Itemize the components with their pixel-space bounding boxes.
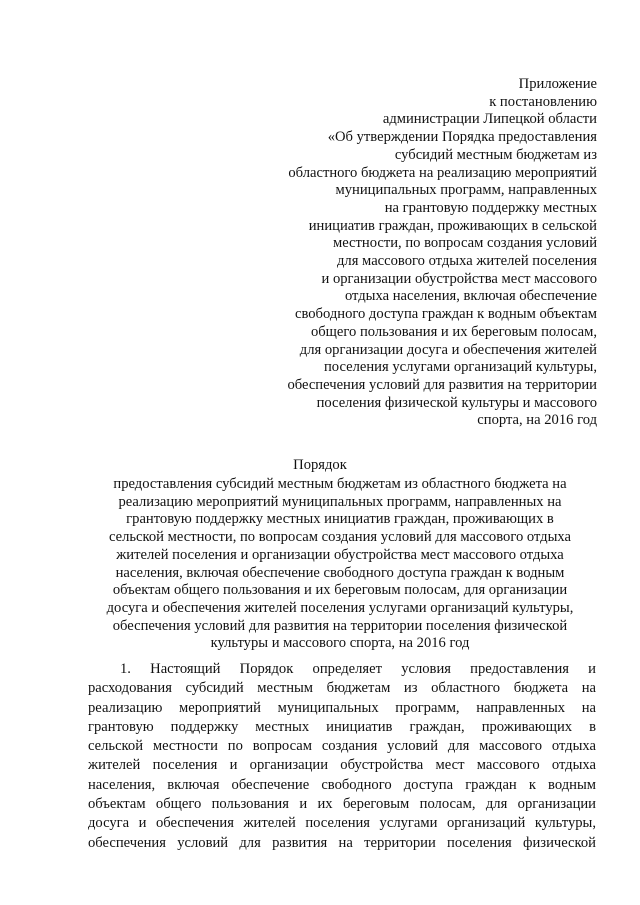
paragraph-line: обеспечения условий для развития на территории поселения физической — [88, 834, 596, 851]
paragraph-1 — [88, 660, 596, 853]
appendix-line: спорта, на 2016 год — [477, 412, 597, 429]
paragraph-line: объектам общего пользования и их береговым полосам, для организации — [88, 796, 596, 813]
appendix-line: областного бюджета на реализацию мероприятий — [288, 164, 597, 181]
subtitle-line: предоставления субсидий местным бюджетам из областного бюджета на — [113, 476, 567, 492]
subtitle-line: сельской местности, по вопросам создания условий для массового отдыха — [108, 529, 571, 546]
appendix-line: для организации досуга и обеспечения жителей — [299, 341, 597, 358]
appendix-line: на грантовую поддержку местных — [384, 199, 597, 216]
paragraph-line: реализацию мероприятий муниципальных программ, направленных на — [88, 699, 596, 716]
paragraph-line: 1. Настоящий Порядок определяет условия предоставления и — [120, 661, 596, 677]
paragraph-line: расходования субсидий местным бюджетам из областного бюджета на — [88, 680, 596, 697]
document-subtitle — [80, 476, 600, 653]
appendix-line: обеспечения условий для развития на территории — [287, 376, 597, 393]
appendix-line: администрации Липецкой области — [382, 111, 597, 128]
subtitle-line: жителей поселения и организации обустройства мест массового отдыха — [116, 546, 564, 563]
subtitle-line: реализацию мероприятий муниципальных программ, направленных на — [118, 493, 562, 510]
appendix-line: Приложение — [518, 76, 597, 92]
appendix-line: субсидий местным бюджетам из — [394, 146, 597, 163]
document-title: Порядок — [293, 457, 347, 473]
appendix-line: общего пользования и их береговым полосам, — [310, 323, 597, 340]
subtitle-line: населения, включая обеспечение свободного доступа граждан к водным — [115, 564, 565, 581]
paragraph-line: сельской местности по вопросам создания условий для массового отдыха — [88, 738, 596, 755]
paragraph-line: населения, включая обеспечение свободного доступа граждан к водным — [88, 776, 596, 793]
appendix-line: муниципальных программ, направленных — [335, 182, 597, 199]
subtitle-line: досуга и обеспечения жителей поселения услугами организаций культуры, — [106, 599, 574, 616]
appendix-line: для массового отдыха жителей поселения — [336, 253, 597, 270]
paragraph-line: жителей поселения и организации обустройства мест массового отдыха — [88, 757, 596, 774]
appendix-line: и организации обустройства мест массового — [321, 270, 597, 287]
appendix-line: местности, по вопросам создания условий — [332, 235, 597, 252]
appendix-line: поселения физической культуры и массового — [316, 394, 597, 411]
appendix-line: к постановлению — [489, 93, 597, 110]
subtitle-line: культуры и массового спорта, на 2016 год — [210, 635, 470, 652]
appendix-line: свободного доступа граждан к водным объектам — [294, 306, 597, 323]
subtitle-line: объектам общего пользования и их береговым полосам, для организации — [112, 582, 568, 599]
paragraph-line: грантовую поддержку местных инициатив граждан, проживающих в — [88, 718, 596, 735]
appendix-line: «Об утверждении Порядка предоставления — [327, 129, 597, 146]
paragraph-line: досуга и обеспечения жителей поселения услугами организаций культуры, — [88, 815, 596, 832]
subtitle-line: обеспечения условий для развития на территории поселения физической — [112, 617, 568, 634]
subtitle-line: грантовую поддержку местных инициатив граждан, проживающих в — [126, 511, 554, 528]
appendix-header — [237, 76, 597, 430]
appendix-line: инициатив граждан, проживающих в сельской — [308, 217, 597, 234]
appendix-line: отдыха населения, включая обеспечение — [344, 288, 597, 305]
appendix-line: поселения услугами организаций культуры, — [323, 359, 597, 376]
